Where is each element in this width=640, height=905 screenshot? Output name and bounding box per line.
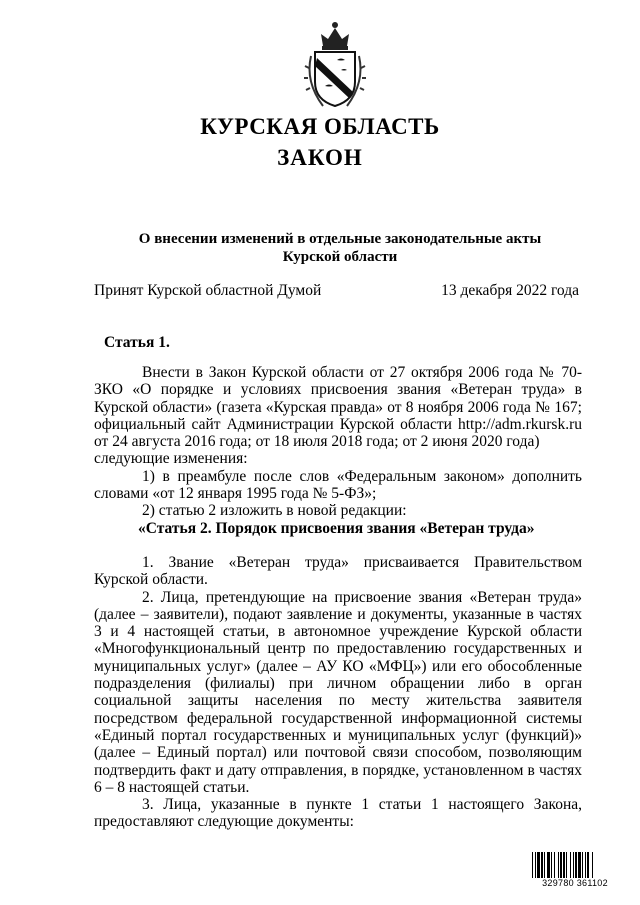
paragraph: следующие изменения: [94, 450, 248, 468]
document-title-line: О внесении изменений в отдельные законодательные акты [138, 231, 542, 247]
adopted-date: 13 декабря 2022 года [441, 282, 579, 299]
document-type-heading: ЗАКОН [277, 145, 363, 170]
paragraph: 2. Лица, претендующие на присвоение звания «Ветеран труда» (далее – заявители), подают заявление и документы, указанные в частях 3 и 4 настоящей статьи, в автономное учреждение Курской области «Многофункциональный центр по предоставлению государственных и муниципальных услуг» (далее – АУ КО «МФЦ») или его обособленные подразделения (филиалы) при личном обращении либо в орган социальной защиты населения по месту жительства заявителя посредством федеральной государственной информационной системы «Единый портал государственных и муниципальных услуг (функций)» (далее – Единый портал) или почтовой связи способом, позволяющим подтвердить факт и дату отправления, в порядке, установленном в частях 6 – 8 настоящей статьи. [94, 588, 582, 796]
adopted-by-text: Принят Курской областной Думой [94, 282, 322, 299]
paragraph: 1) в преамбуле после слов «Федеральным законом» дополнить словами «от 12 января 1995 года № 5-ФЗ»; [94, 467, 582, 503]
document-title [80, 230, 600, 266]
paragraph: 3. Лица, указанные в пункте 1 статьи 1 настоящего Закона, предоставляют следующие документы: [94, 796, 582, 831]
paragraph: 2) статью 2 изложить в новой редакции: [142, 502, 407, 520]
paragraph: Внести в Закон Курской области от 27 октября 2006 года № 70-ЗКО «О порядке и условиях присвоения звания «Ветеран труда» в Курской области» (газета «Курская правда» от 8 ноября 2006 года № 167; официальный сайт Администрации Курской области http://adm.rkursk.ru от 24 августа 2016 года; от 18 июля 2018 года; от 2 июня 2020 года) [94, 364, 582, 451]
barcode-number: 329780 361102 [542, 878, 608, 888]
region-heading: КУРСКАЯ ОБЛАСТЬ [200, 114, 440, 139]
document-title-line: Курской области [282, 249, 398, 265]
barcode [531, 852, 619, 890]
article-heading: Статья 1. [104, 334, 170, 351]
barcode-icon [531, 852, 619, 878]
coat-of-arms-icon [301, 16, 369, 112]
paragraph: 1. Звание «Ветеран труда» присваивается Правительством Курской области. [94, 553, 582, 589]
subarticle-heading: «Статья 2. Порядок присвоения звания «Ветеран труда» [138, 519, 535, 537]
article-body [94, 364, 582, 831]
